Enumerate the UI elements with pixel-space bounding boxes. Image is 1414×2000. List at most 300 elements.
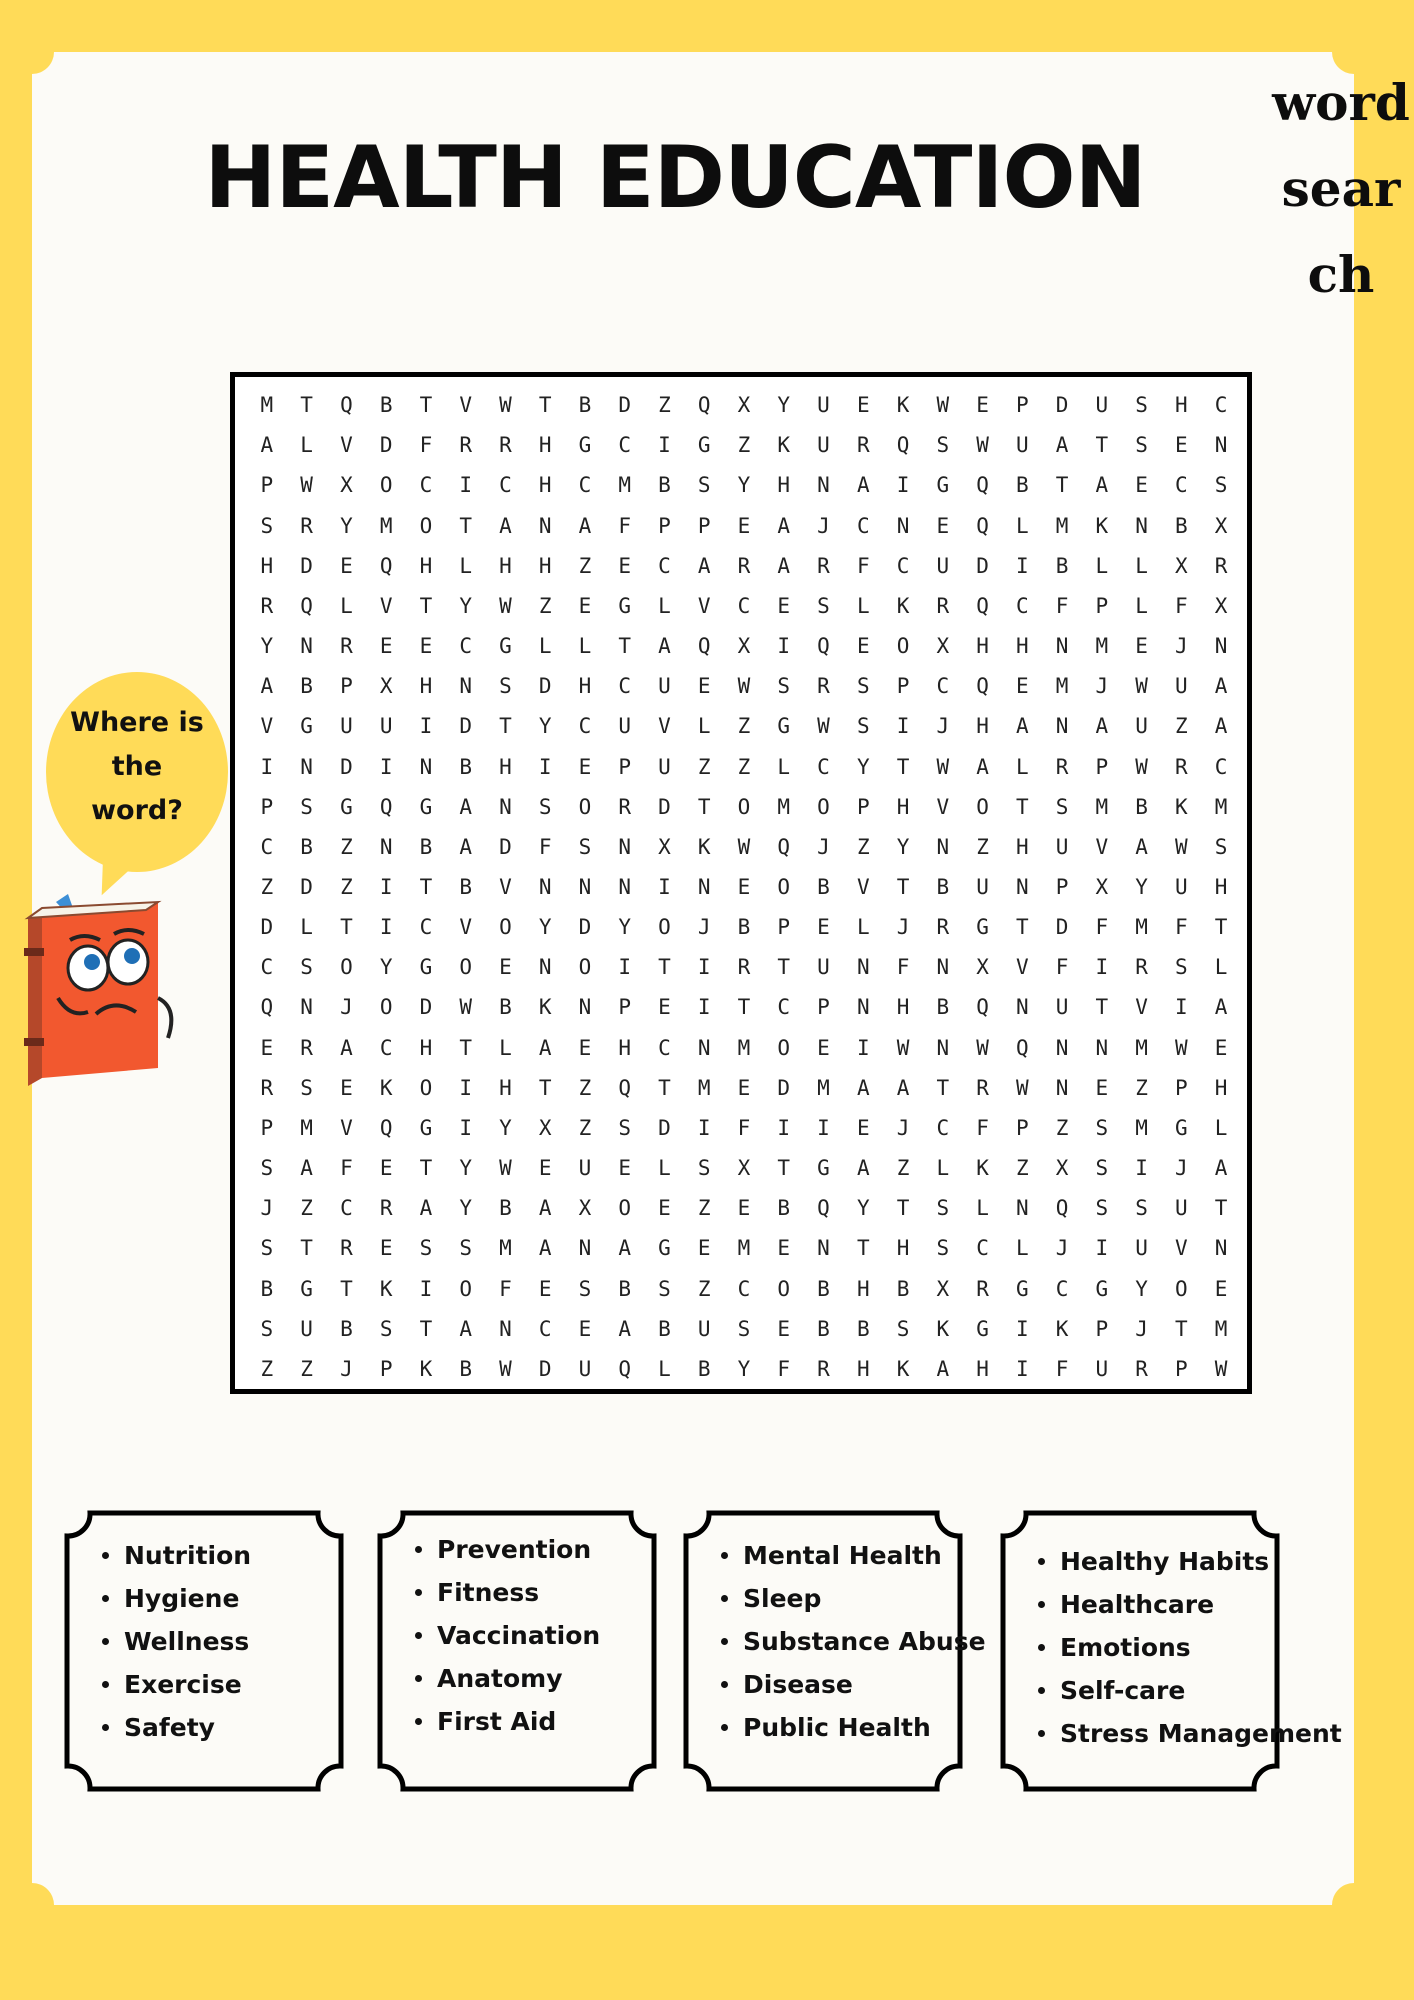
grid-letter: T	[538, 1075, 552, 1100]
grid-letter: V	[379, 593, 393, 618]
grid-letter: Y	[737, 473, 751, 498]
grid-letter: J	[1175, 634, 1188, 659]
grid-letter: A	[459, 794, 472, 819]
grid-letter: R	[1214, 553, 1228, 578]
grid-letter: B	[936, 874, 950, 899]
grid-letter: F	[1175, 915, 1188, 940]
grid-letter: B	[896, 1276, 910, 1301]
word-list	[92, 1534, 422, 1749]
grid-letter: H	[419, 1035, 433, 1060]
grid-letter: G	[1015, 1276, 1029, 1301]
grid-letter: Q	[618, 1356, 632, 1381]
grid-letter: M	[260, 393, 274, 418]
grid-letter: U	[658, 754, 671, 779]
grid-letter: U	[817, 433, 830, 458]
grid-letter: T	[419, 1156, 433, 1181]
grid-letter: F	[1055, 955, 1069, 980]
grid-letter: U	[340, 714, 353, 739]
grid-letter: R	[300, 1035, 313, 1060]
grid-letter: P	[697, 513, 711, 538]
grid-letter: N	[1055, 634, 1069, 659]
grid-letter: D	[976, 553, 989, 578]
grid-letter: F	[777, 1356, 791, 1381]
grid-letter: C	[459, 634, 472, 659]
grid-letter: G	[777, 714, 791, 739]
word-list-card	[64, 1510, 344, 1792]
grid-letter: E	[658, 995, 671, 1020]
grid-letter: J	[817, 834, 830, 859]
grid-letter: B	[936, 995, 950, 1020]
grid-letter: V	[936, 794, 950, 819]
grid-letter: A	[1214, 714, 1228, 739]
grid-letter: C	[658, 1035, 671, 1060]
word-list	[711, 1534, 1041, 1749]
grid-letter: Z	[737, 754, 751, 779]
grid-letter: A	[538, 1035, 552, 1060]
grid-letter: Z	[300, 1196, 313, 1221]
grid-letter: J	[1055, 1236, 1069, 1261]
grid-letter: U	[817, 955, 830, 980]
grid-letter: I	[459, 1115, 472, 1140]
grid-letter: E	[618, 1156, 632, 1181]
grid-letter: N	[1015, 874, 1029, 899]
grid-letter: R	[817, 1356, 830, 1381]
grid-letter: J	[260, 1196, 274, 1221]
grid-letter: E	[737, 1196, 751, 1221]
grid-letter: S	[379, 1316, 393, 1341]
grid-letter: H	[499, 553, 512, 578]
grid-letter: E	[1135, 634, 1148, 659]
grid-letter: Y	[379, 955, 393, 980]
grid-letter: Z	[697, 754, 711, 779]
grid-letter: Q	[896, 433, 910, 458]
grid-letter: S	[1135, 433, 1148, 458]
grid-letter: V	[1095, 834, 1109, 859]
grid-letter: B	[459, 754, 472, 779]
grid-letter: E	[1214, 1035, 1228, 1060]
grid-letter: T	[896, 874, 910, 899]
grid-letter: R	[618, 794, 632, 819]
grid-letter: U	[618, 714, 632, 739]
grid-letter: T	[1095, 433, 1109, 458]
grid-letter: B	[340, 1316, 353, 1341]
grid-letter: I	[459, 473, 472, 498]
grid-letter: X	[1055, 1156, 1069, 1181]
grid-letter: N	[856, 995, 870, 1020]
grid-letter: T	[1214, 1196, 1228, 1221]
grid-letter: V	[1015, 955, 1029, 980]
grid-letter: A	[1135, 834, 1148, 859]
grid-letter: R	[936, 593, 950, 618]
grid-letter: O	[578, 794, 592, 819]
grid-letter: O	[618, 1196, 632, 1221]
grid-letter: N	[379, 834, 393, 859]
grid-letter: D	[658, 1115, 671, 1140]
grid-letter: Q	[697, 634, 711, 659]
grid-letter: H	[856, 1356, 870, 1381]
grid-letter: N	[538, 955, 552, 980]
grid-letter: A	[260, 674, 274, 699]
grid-letter: A	[856, 1156, 870, 1181]
grid-letter: H	[896, 1236, 910, 1261]
grid-letter: B	[817, 1316, 830, 1341]
grid-letter: C	[1214, 393, 1228, 418]
grid-letter: T	[658, 955, 671, 980]
grid-letter: M	[737, 1035, 751, 1060]
grid-letter: F	[340, 1156, 353, 1181]
grid-letter: B	[419, 834, 433, 859]
grid-letter: T	[1095, 995, 1109, 1020]
grid-letter: K	[538, 995, 552, 1020]
grid-letter: G	[618, 593, 632, 618]
grid-letter: O	[419, 1075, 433, 1100]
grid-letter: W	[499, 593, 512, 618]
grid-letter: Z	[1055, 1115, 1069, 1140]
grid-letter: C	[538, 1316, 552, 1341]
grid-letter: E	[340, 1075, 353, 1100]
grid-letter: T	[896, 1196, 910, 1221]
grid-letter: H	[1015, 834, 1029, 859]
grid-letter: C	[936, 1115, 950, 1140]
grid-letter: S	[499, 674, 512, 699]
grid-letter: T	[419, 1316, 433, 1341]
grid-letter: H	[538, 473, 552, 498]
grid-letter: E	[379, 634, 393, 659]
grid-letter: P	[658, 513, 671, 538]
grid-letter: B	[499, 995, 512, 1020]
grid-letter: O	[340, 955, 353, 980]
grid-letter: E	[737, 513, 751, 538]
grid-letter: U	[1135, 1236, 1148, 1261]
grid-letter: Q	[1015, 1035, 1029, 1060]
grid-letter: C	[578, 714, 592, 739]
grid-letter: A	[419, 1196, 433, 1221]
grid-letter: Y	[459, 1156, 472, 1181]
word-list-item: Fitness	[415, 1571, 735, 1614]
grid-letter: Y	[260, 634, 274, 659]
grid-letter: I	[697, 955, 711, 980]
grid-letter: D	[459, 714, 472, 739]
grid-letter: C	[737, 593, 751, 618]
grid-letter: H	[896, 995, 910, 1020]
grid-letter: A	[1055, 433, 1069, 458]
word-list-item: Public Health	[721, 1706, 1041, 1749]
grid-letter: S	[260, 513, 274, 538]
grid-letter: J	[340, 1356, 353, 1381]
grid-letter: K	[896, 1356, 910, 1381]
grid-letter: R	[737, 955, 751, 980]
grid-letter: S	[618, 1115, 632, 1140]
grid-letter: A	[856, 473, 870, 498]
grid-letter: E	[1175, 433, 1188, 458]
word-list	[1028, 1540, 1358, 1755]
grid-letter: R	[340, 1236, 353, 1261]
grid-letter: S	[459, 1236, 472, 1261]
grid-letter: C	[499, 473, 512, 498]
word-list-item: Nutrition	[102, 1534, 422, 1577]
grid-letter: T	[340, 915, 353, 940]
grid-letter: B	[1135, 794, 1148, 819]
grid-letter: Z	[1175, 714, 1188, 739]
page-title: HEALTH EDUCATION	[204, 128, 1146, 228]
grid-letter: F	[1175, 593, 1188, 618]
grid-letter: N	[300, 634, 313, 659]
grid-letter: X	[1214, 513, 1228, 538]
grid-letter: D	[499, 834, 512, 859]
grid-letter: I	[856, 1035, 870, 1060]
grid-letter: M	[300, 1115, 313, 1140]
grid-letter: N	[697, 874, 711, 899]
grid-letter: R	[856, 433, 870, 458]
grid-letter: A	[618, 1236, 632, 1261]
grid-letter: S	[300, 794, 313, 819]
grid-letter: X	[737, 634, 751, 659]
grid-letter: F	[538, 834, 552, 859]
grid-letter: Y	[737, 1356, 751, 1381]
grid-letter: O	[658, 915, 671, 940]
grid-letter: W	[1135, 754, 1148, 779]
word-list-item: Vaccination	[415, 1614, 735, 1657]
grid-letter: A	[578, 513, 592, 538]
grid-letter: P	[618, 995, 632, 1020]
grid-letter: I	[1095, 1236, 1109, 1261]
grid-letter: E	[737, 874, 751, 899]
grid-letter: S	[538, 794, 552, 819]
grid-letter: E	[856, 393, 870, 418]
grid-letter: A	[777, 513, 791, 538]
grid-letter: L	[936, 1156, 950, 1181]
grid-letter: N	[1135, 513, 1148, 538]
grid-letter: S	[1135, 393, 1148, 418]
grid-letter: K	[697, 834, 711, 859]
grid-letter: E	[578, 1035, 592, 1060]
grid-letter: K	[777, 433, 791, 458]
grid-letter: I	[777, 634, 791, 659]
grid-letter: L	[856, 915, 870, 940]
grid-letter: L	[697, 714, 711, 739]
grid-letter: B	[1175, 513, 1188, 538]
grid-letter: H	[419, 553, 433, 578]
grid-letter: S	[260, 1236, 274, 1261]
word-list-item: Wellness	[102, 1620, 422, 1663]
grid-letter: N	[1015, 1196, 1029, 1221]
grid-letter: N	[1015, 995, 1029, 1020]
grid-letter: E	[340, 553, 353, 578]
grid-letter: D	[1055, 393, 1069, 418]
grid-letter: Z	[737, 714, 751, 739]
grid-letter: C	[578, 473, 592, 498]
grid-letter: D	[578, 915, 592, 940]
grid-letter: N	[538, 874, 552, 899]
grid-letter: V	[459, 915, 472, 940]
grid-letter: T	[459, 513, 472, 538]
grid-letter: Q	[976, 995, 989, 1020]
grid-letter: W	[1214, 1356, 1228, 1381]
grid-letter: M	[379, 513, 393, 538]
grid-letter: N	[300, 995, 313, 1020]
grid-letter: Q	[260, 995, 274, 1020]
grid-letter: O	[459, 1276, 472, 1301]
grid-letter: W	[300, 473, 313, 498]
grid-letter: P	[1175, 1356, 1188, 1381]
grid-letter: N	[419, 754, 433, 779]
grid-letter: K	[976, 1156, 989, 1181]
grid-letter: G	[1095, 1276, 1109, 1301]
grid-letter: W	[499, 1356, 512, 1381]
grid-letter: V	[459, 393, 472, 418]
grid-letter: C	[936, 674, 950, 699]
grid-letter: N	[817, 473, 830, 498]
grid-letter: E	[379, 1236, 393, 1261]
grid-letter: J	[896, 1115, 910, 1140]
grid-letter: B	[260, 1276, 274, 1301]
grid-letter: G	[578, 433, 592, 458]
grid-letter: E	[538, 1156, 552, 1181]
grid-letter: B	[459, 1356, 472, 1381]
grid-letter: Y	[896, 834, 910, 859]
grid-letter: J	[896, 915, 910, 940]
grid-letter: N	[1055, 1075, 1069, 1100]
grid-letter: V	[340, 433, 353, 458]
grid-letter: I	[260, 754, 274, 779]
grid-letter: S	[300, 955, 313, 980]
grid-letter: P	[777, 915, 791, 940]
grid-letter: N	[936, 1035, 950, 1060]
grid-letter: E	[379, 1156, 393, 1181]
grid-letter: Y	[618, 915, 632, 940]
grid-letter: I	[419, 1276, 433, 1301]
grid-letter: X	[936, 1276, 950, 1301]
word-list-item: Safety	[102, 1706, 422, 1749]
grid-letter: J	[817, 513, 830, 538]
grid-letter: F	[1095, 915, 1109, 940]
grid-letter: Z	[737, 433, 751, 458]
grid-letter: L	[658, 1356, 671, 1381]
grid-letter: F	[499, 1276, 512, 1301]
grid-letter: S	[896, 1316, 910, 1341]
grid-letter: P	[1175, 1075, 1188, 1100]
word-list-item: Healthcare	[1038, 1583, 1358, 1626]
grid-letter: P	[260, 1115, 274, 1140]
grid-letter: M	[1095, 634, 1109, 659]
grid-letter: T	[896, 754, 910, 779]
grid-letter: A	[1095, 473, 1109, 498]
grid-letter: I	[1095, 955, 1109, 980]
grid-letter: Q	[1055, 1196, 1069, 1221]
grid-letter: E	[658, 1196, 671, 1221]
speech-bubble	[46, 672, 228, 872]
grid-letter: Q	[976, 473, 989, 498]
grid-letter: C	[419, 915, 433, 940]
grid-letter: E	[817, 1035, 830, 1060]
grid-letter: O	[379, 995, 393, 1020]
grid-letter: V	[697, 593, 711, 618]
grid-letter: U	[1015, 433, 1029, 458]
grid-letter: T	[737, 995, 751, 1020]
grid-letter: E	[1135, 473, 1148, 498]
grid-letter: F	[1055, 1356, 1069, 1381]
grid-letter: V	[499, 874, 512, 899]
grid-letter: O	[459, 955, 472, 980]
grid-letter: N	[618, 874, 632, 899]
grid-letter: C	[737, 1276, 751, 1301]
grid-letter: U	[976, 874, 989, 899]
grid-letter: Q	[976, 674, 989, 699]
grid-letter: S	[777, 674, 791, 699]
grid-letter: S	[936, 1236, 950, 1261]
word-list-item: Emotions	[1038, 1626, 1358, 1669]
grid-letter: P	[817, 995, 830, 1020]
grid-letter: R	[260, 593, 274, 618]
grid-letter: Z	[578, 1115, 592, 1140]
grid-letter: Y	[777, 393, 791, 418]
grid-letter: S	[936, 1196, 950, 1221]
grid-letter: N	[499, 1316, 512, 1341]
grid-letter: I	[459, 1075, 472, 1100]
grid-letter: E	[697, 1236, 711, 1261]
grid-letter: L	[1095, 553, 1109, 578]
grid-letter: Q	[300, 593, 313, 618]
grid-letter: Z	[260, 1356, 274, 1381]
grid-letter: T	[936, 1075, 950, 1100]
grid-letter: M	[737, 1236, 751, 1261]
grid-letter: H	[538, 553, 552, 578]
grid-letter: D	[419, 995, 433, 1020]
grid-letter: P	[1015, 393, 1029, 418]
grid-letter: S	[300, 1075, 313, 1100]
word-list-item: Disease	[721, 1663, 1041, 1706]
grid-letter: U	[936, 553, 950, 578]
grid-letter: Z	[658, 393, 671, 418]
grid-letter: L	[856, 593, 870, 618]
grid-letter: Q	[976, 513, 989, 538]
grid-letter: V	[260, 714, 274, 739]
corner-notch	[1332, 1883, 1376, 1927]
grid-letter: C	[1055, 1276, 1069, 1301]
grid-letter: M	[1214, 794, 1228, 819]
grid-letter: H	[1214, 874, 1228, 899]
grid-letter: W	[1135, 674, 1148, 699]
grid-letter: F	[856, 553, 870, 578]
grid-letter: D	[658, 794, 671, 819]
grid-letter: H	[1175, 393, 1188, 418]
grid-letter: B	[459, 874, 472, 899]
grid-letter: P	[618, 754, 632, 779]
grid-letter: W	[459, 995, 472, 1020]
grid-letter: C	[618, 674, 632, 699]
grid-letter: T	[340, 1276, 353, 1301]
grid-letter: O	[777, 874, 791, 899]
grid-letter: A	[1095, 714, 1109, 739]
grid-letter: W	[737, 674, 751, 699]
grid-letter: B	[737, 915, 751, 940]
grid-letter: C	[1015, 593, 1029, 618]
grid-letter: A	[1214, 1156, 1228, 1181]
grid-letter: T	[618, 634, 632, 659]
grid-letter: I	[697, 995, 711, 1020]
grid-letter: P	[1055, 874, 1069, 899]
grid-letter: P	[1095, 754, 1109, 779]
word-search-grid	[230, 372, 1252, 1394]
grid-letter: T	[697, 794, 711, 819]
grid-letter: Z	[340, 874, 353, 899]
grid-letter: N	[1095, 1035, 1109, 1060]
grid-letter: S	[1095, 1156, 1109, 1181]
grid-letter: N	[1055, 1035, 1069, 1060]
grid-letter: R	[459, 433, 472, 458]
grid-letter: H	[1214, 1075, 1228, 1100]
grid-letter: Z	[340, 834, 353, 859]
